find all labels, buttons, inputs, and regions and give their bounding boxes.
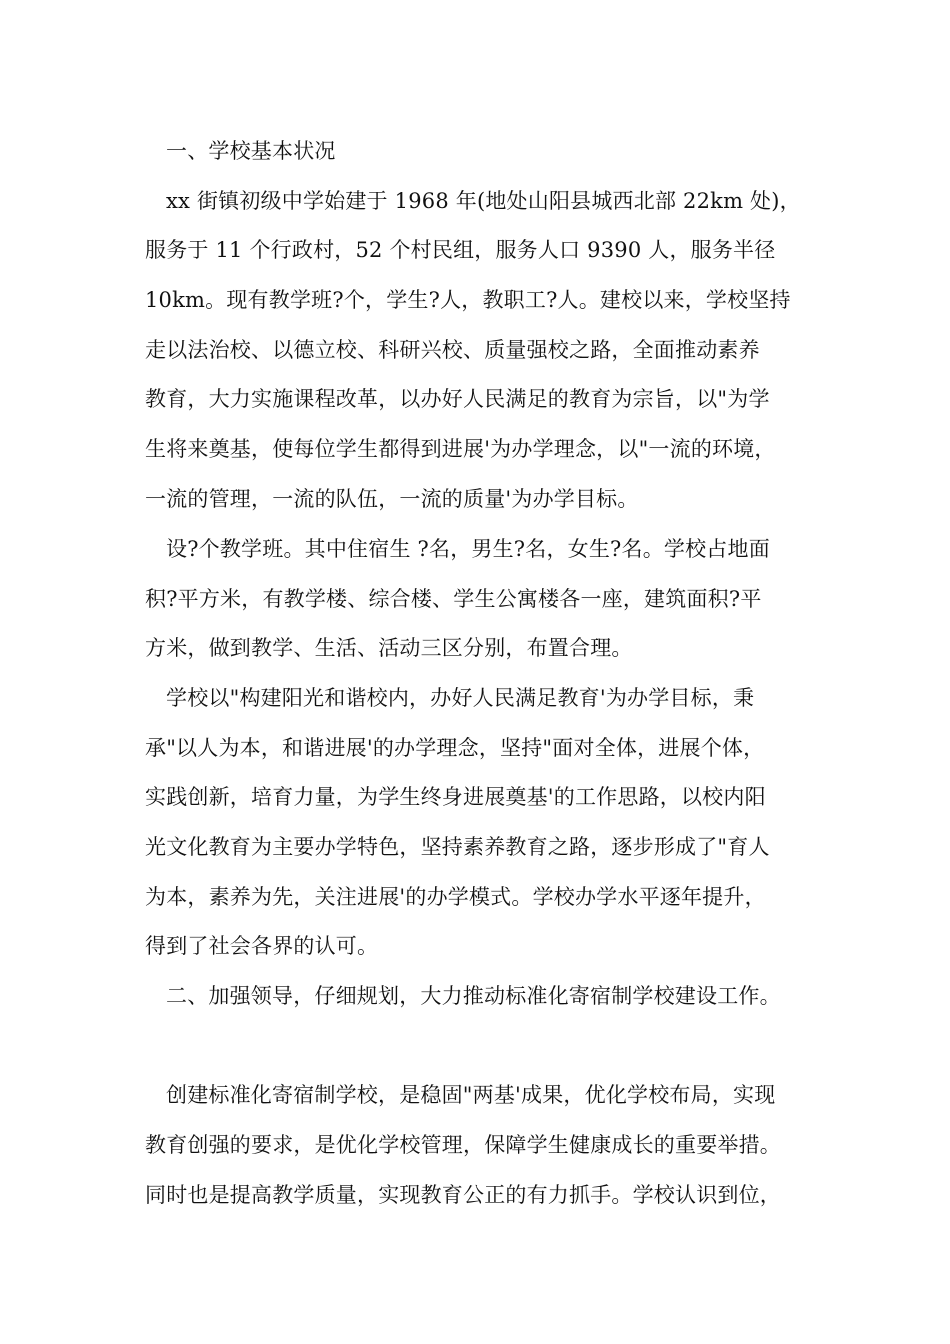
paragraph-line: 一流的管理，一流的队伍，一流的质量'为办学目标。 xyxy=(145,487,639,511)
paragraph-line: 10km。现有教学班?个，学生?人，教职工?人。建校以来，学校坚持 xyxy=(145,288,791,312)
paragraph-line: 同时也是提高教学质量，实现教育公正的有力抓手。学校认识到位， xyxy=(145,1183,781,1207)
paragraph-line: 得到了社会各界的认可。 xyxy=(145,934,379,958)
paragraph-line: 设?个教学班。其中住宿生 ?名，男生?名，女生?名。学校占地面 xyxy=(166,537,770,561)
paragraph-line: 光文化教育为主要办学特色，坚持素养教育之路，逐步形成了"育人 xyxy=(145,835,770,859)
paragraph-line: 为本，素养为先，关注进展'的办学模式。学校办学水平逐年提升， xyxy=(145,885,766,909)
paragraph-line: xx 街镇初级中学始建于 1968 年(地处山阳县城西北部 22km 处)， xyxy=(166,189,801,213)
section-heading-1: 一、学校基本状况 xyxy=(166,139,336,163)
paragraph-line: 学校以"构建阳光和谐校内，办好人民满足教育'为办学目标，秉 xyxy=(166,686,755,710)
paragraph-line: 走以法治校、以德立校、科研兴校、质量强校之路，全面推动素养 xyxy=(145,338,760,362)
paragraph-line: 创建标准化寄宿制学校，是稳固"两基'成果，优化学校布局，实现 xyxy=(166,1083,776,1107)
paragraph-line: 积?平方米，有教学楼、综合楼、学生公寓楼各一座，建筑面积?平 xyxy=(145,587,762,611)
paragraph-line: 承"以人为本，和谐进展'的办学理念，坚持"面对全体，进展个体， xyxy=(145,736,765,760)
paragraph-line: 教育，大力实施课程改革，以办好人民满足的教育为宗旨，以"为学 xyxy=(145,387,770,411)
paragraph-line: 教育创强的要求，是优化学校管理，保障学生健康成长的重要举措。 xyxy=(145,1133,781,1157)
paragraph-line: 生将来奠基，使每位学生都得到进展'为办学理念，以"一流的环境， xyxy=(145,437,776,461)
paragraph-line: 实践创新，培育力量，为学生终身进展奠基'的工作思路，以校内阳 xyxy=(145,785,766,809)
paragraph-line: 服务于 11 个行政村，52 个村民组，服务人口 9390 人，服务半径 xyxy=(145,238,776,262)
paragraph-line: 方米，做到教学、生活、活动三区分别，布置合理。 xyxy=(145,636,633,660)
section-heading-2: 二、加强领导，仔细规划，大力推动标准化寄宿制学校建设工作。 xyxy=(166,984,781,1008)
